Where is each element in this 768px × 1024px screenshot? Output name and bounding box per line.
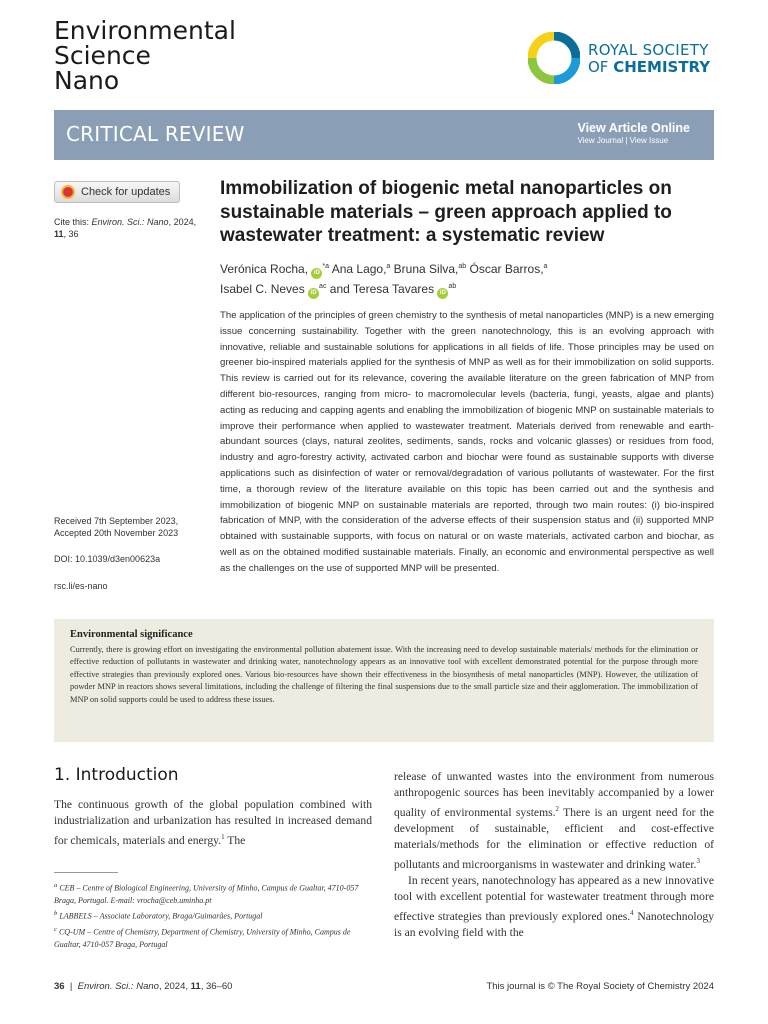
intro-left-column bbox=[54, 797, 372, 849]
affiliation-footnotes bbox=[54, 880, 374, 952]
cite-volume: 11 bbox=[54, 229, 64, 239]
footnote-mark: b bbox=[54, 910, 58, 918]
footnote-mark: c bbox=[54, 925, 57, 933]
received-date: Received 7th September 2023, bbox=[54, 516, 179, 526]
intro-paragraph bbox=[394, 873, 714, 941]
accepted-date: Accepted 20th November 2023 bbox=[54, 528, 179, 538]
footer-journal: Environ. Sci.: Nano bbox=[77, 981, 159, 992]
abstract: The application of the principles of green chemistry to the synthesis of metal nanoparticles (MNP) is a new emerging issue concerning sustainability. Together with the green nanotechnology, this is an evolving approach with innovative, reliable and sustainable solutions for applications in all fields of life. Those principles may be used on greener bio-inspired materials applied for the synthesis of MNP as well as for their immobilization on solid supports. This review is carried out for its relevance, covering the available literature on the green fabrication of MNP from different bio-resources, ranging from micro- to macromolecular levels (bacteria, fungi, yeasts, algae and plants) acting as reducing and capping agents and enabling the immobilization of biogenic MNP on sustainable materials to improve their performance when applied to wastewater treatment. Materials derived from renewable and earth-abundant sources (clays, natural zeolites, sediments, sands, rocks and volcanic glasses) or residues from food, industry and agro-forestry activity, activated carbon and biochar were found as sustainable supports with diverse applications such as disinfection of water or removal/degradation of various pollutants of wastewater. For the first time, a thorough review of the literature available on this topic has been carried out and the synthesis and immobilization of biogenic MNP on sustainable materials are reported, through two main routes: (i) bio-inspired fabrication of MNP, with the consideration of the adverse effects of their suspension status and (ii) supported MNP obtained with sustainable supports, with focus on natural or on waste materials, activated carbon and biochar, as well as on the obtained modified sustainable materials. Finally, an economic and environmental perspective as well as the challenges on the use of supported MNP will be presented. bbox=[220, 310, 714, 574]
author-name: Verónica Rocha, bbox=[220, 262, 309, 276]
author-affiliation: a bbox=[386, 263, 391, 270]
doi[interactable]: DOI: 10.1039/d3en00623a bbox=[54, 554, 161, 564]
significance-title: Environmental significance bbox=[70, 629, 193, 640]
footnote-divider bbox=[54, 872, 118, 873]
link-separator: | bbox=[623, 136, 630, 145]
intro-text: Nanotechnology is an evolving field with the bbox=[394, 910, 714, 940]
cite-details: , 2024, bbox=[168, 217, 197, 227]
cite-label: Cite this: bbox=[54, 217, 92, 227]
cite-page: , 36 bbox=[63, 229, 79, 239]
author-name: Isabel C. Neves bbox=[220, 282, 305, 296]
publisher-logo bbox=[528, 32, 718, 88]
intro-text: The bbox=[224, 834, 246, 848]
author-name: Óscar Barros, bbox=[466, 262, 544, 276]
crossmark-icon bbox=[61, 185, 75, 199]
footnote-c bbox=[54, 924, 374, 951]
check-for-updates-button[interactable] bbox=[54, 181, 180, 203]
banner-links bbox=[577, 121, 690, 145]
publisher-name-prefix: OF bbox=[588, 58, 614, 76]
author-name: Bruna Silva, bbox=[390, 262, 459, 276]
cite-journal: Environ. Sci.: Nano bbox=[91, 217, 169, 227]
intro-paragraph bbox=[394, 769, 714, 873]
footnote-text: LABBELS – Associate Laboratory, Braga/Guimarães, Portugal bbox=[57, 911, 263, 921]
journal-title bbox=[54, 18, 236, 93]
publisher-name bbox=[588, 42, 710, 76]
journal-link[interactable]: rsc.li/es-nano bbox=[54, 581, 108, 591]
footer-year: , 2024, bbox=[158, 981, 191, 992]
significance-body: Currently, there is growing effort on investigating the environmental pollution abatement issue. With the increasing need to develop sustainable materials/ methods for the elimination or effective reduction of pollutants in wastewater and drinking water, nanotechnology appears as an innovative tool with excellent demonstrated potential for the purpose through more effective strategies than previously explored ones. Various bio-resources have shown their effectiveness in the biosynthesis of metal nanoparticles (MNP). However, the utilization of powder MNP in reactors shows several limitations, including the challenge of filtering the final suspensions due to the small particle size and their agglomeration. The immobilization of MNP on solid supports could be used to address these issues. bbox=[70, 645, 698, 704]
intro-text: The continuous growth of the global population combined with industrialization and urbanization has resulted in increased demand for chemicals, materials and energy. bbox=[54, 798, 372, 848]
intro-text: release of unwanted wastes into the environment from numerous anthropogenic sources has been inevitably accompanied by a lower quality of environmental systems. bbox=[394, 770, 714, 820]
page-number: 36 bbox=[54, 981, 65, 992]
intro-right-column bbox=[394, 769, 714, 942]
author-line-1 bbox=[220, 259, 720, 279]
view-article-online-link[interactable]: View Article Online bbox=[577, 121, 690, 135]
article-type: CRITICAL REVIEW bbox=[66, 122, 245, 146]
publisher-name-line1: ROYAL SOCIETY bbox=[588, 41, 709, 59]
publisher-name-line2 bbox=[588, 59, 710, 76]
citation-ref[interactable]: 3 bbox=[696, 857, 700, 866]
footnote-mark: a bbox=[54, 882, 58, 889]
author-name: and Teresa Tavares bbox=[326, 282, 435, 296]
citation-ref[interactable]: 1 bbox=[221, 833, 225, 842]
article-title: Immobilization of biogenic metal nanoparticles on sustainable materials – green approach applied to wastewater treatment: a systematic review bbox=[220, 178, 672, 246]
citation bbox=[54, 216, 204, 240]
banner-sub-links bbox=[577, 136, 690, 145]
citation-ref[interactable]: 2 bbox=[555, 805, 560, 814]
section-heading: 1. Introduction bbox=[54, 765, 179, 785]
author-affiliation: ac bbox=[319, 283, 327, 290]
view-issue-link[interactable]: View Issue bbox=[629, 136, 669, 145]
rsc-ring-icon bbox=[528, 32, 580, 84]
footer-separator: | bbox=[64, 981, 78, 992]
author-affiliation: a bbox=[543, 263, 548, 270]
footer-volume: 11 bbox=[190, 981, 201, 992]
author-affiliation: ab bbox=[458, 263, 467, 270]
environmental-significance-box bbox=[54, 619, 714, 742]
author-name: Ana Lago, bbox=[329, 262, 387, 276]
intro-text: There is an urgent need for the development of sustainable, efficient and cost-effective materials/methods for the elimination or effective reduction of pollutants and microorganisms in wastewater and drinking water. bbox=[394, 806, 714, 872]
journal-title-line2: Science bbox=[54, 41, 151, 70]
orcid-icon[interactable]: iD bbox=[308, 288, 319, 299]
footnote-text: CQ-UM – Centre of Chemistry, Department of Chemistry, University of Minho, Campus de Gualtar, 4710-057 Braga, Portugal bbox=[54, 927, 351, 949]
check-for-updates-label: Check for updates bbox=[81, 186, 171, 198]
author-list bbox=[220, 259, 720, 299]
footnote-b bbox=[54, 908, 374, 923]
journal-title-line1: Environmental bbox=[54, 16, 236, 45]
author-affiliation: *a bbox=[322, 263, 330, 270]
citation-ref[interactable]: 4 bbox=[630, 909, 634, 918]
article-type-banner bbox=[54, 110, 714, 160]
page-footer-left bbox=[54, 981, 232, 992]
author-affiliation: ab bbox=[448, 283, 457, 290]
orcid-icon[interactable]: iD bbox=[311, 268, 322, 279]
intro-text: In recent years, nanotechnology has appeared as a new innovative tool with excellent potential for wastewater treatment through more effective strategies than previously explored ones. bbox=[394, 874, 714, 924]
footnote-text: CEB – Centre of Biological Engineering, University of Minho, Campus de Gualtar, 4710-057 Braga, Portugal. E-mail: vrocha@ceb.uminho.pt bbox=[54, 883, 359, 905]
footer-pages: , 36–60 bbox=[200, 981, 233, 992]
orcid-icon[interactable]: iD bbox=[437, 288, 448, 299]
view-journal-link[interactable]: View Journal bbox=[577, 136, 624, 145]
journal-title-line3: Nano bbox=[54, 66, 120, 95]
article-dates bbox=[54, 515, 204, 539]
page-footer-right: This journal is © The Royal Society of Chemistry 2024 bbox=[486, 981, 714, 992]
author-line-2 bbox=[220, 279, 720, 299]
footnote-a bbox=[54, 880, 374, 907]
publisher-name-bold: CHEMISTRY bbox=[613, 58, 711, 76]
